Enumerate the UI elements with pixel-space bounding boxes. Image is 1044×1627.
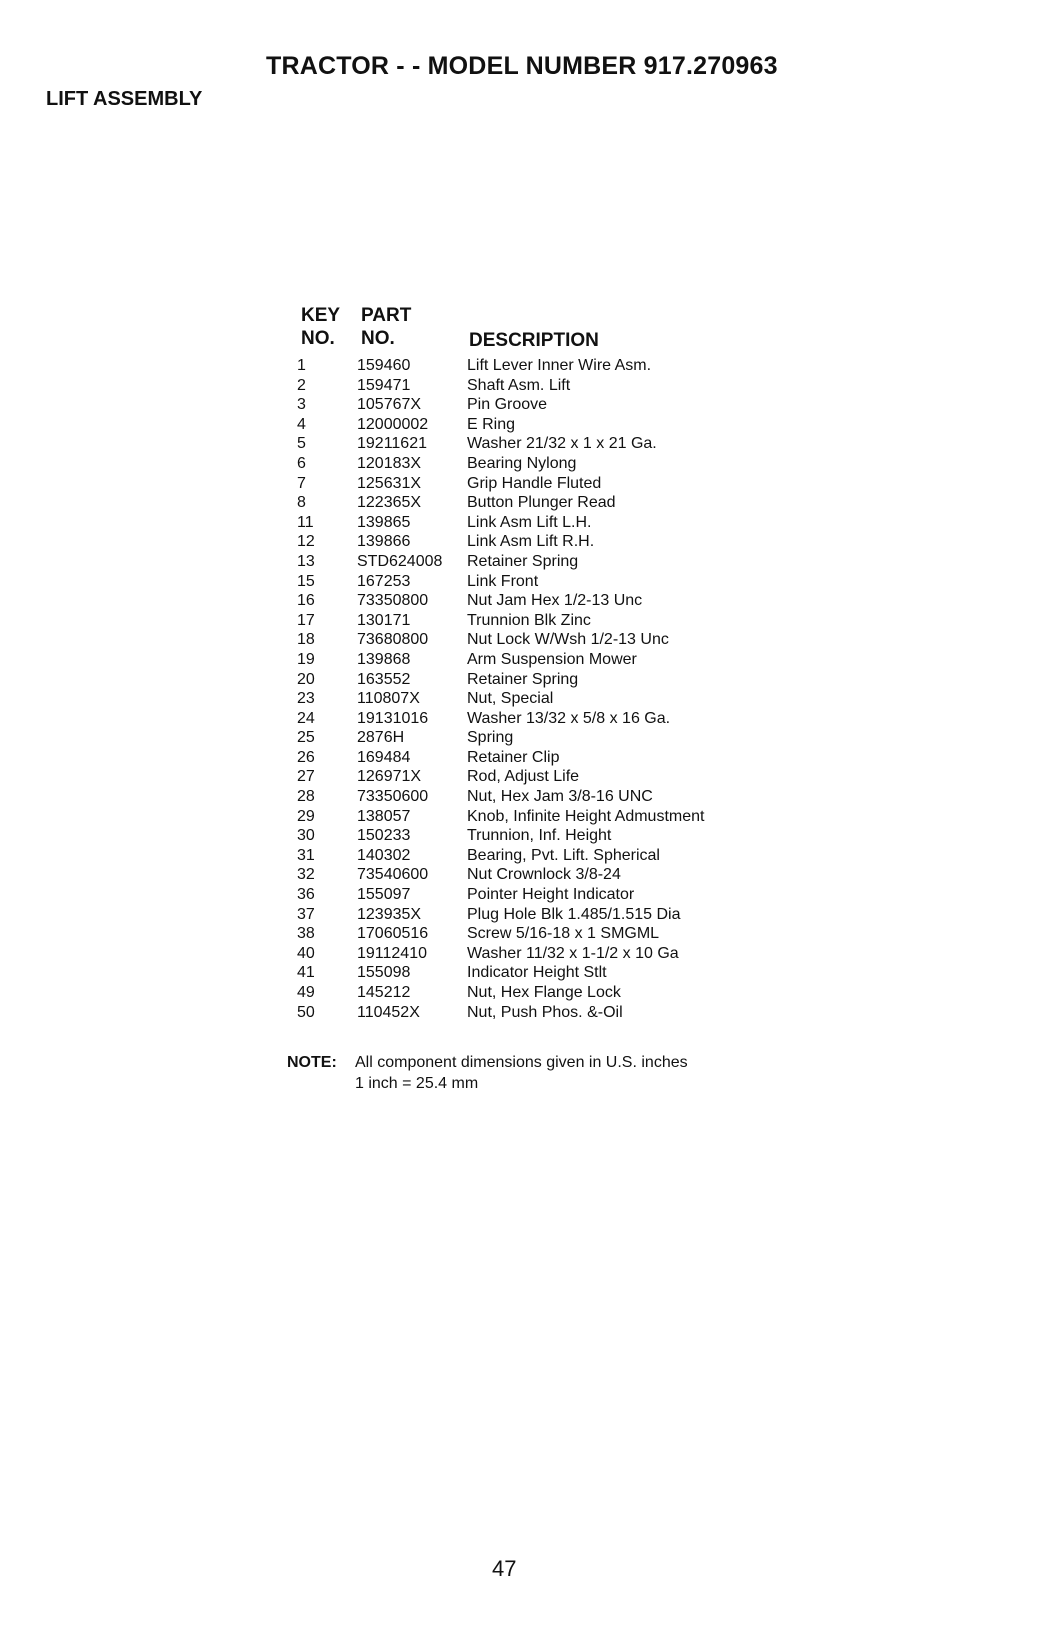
part-description: Nut, Hex Jam 3/8-16 UNC: [467, 788, 653, 806]
table-row: [297, 905, 767, 925]
parts-list: [297, 356, 767, 1022]
part-number: 159460: [357, 357, 411, 374]
key-number: 41: [297, 964, 315, 982]
part-number: 139865: [357, 513, 411, 531]
note-line-1: All component dimensions given in U.S. inches: [355, 1054, 688, 1071]
table-row: [297, 611, 767, 631]
part-description: Pointer Height Indicator: [467, 886, 635, 904]
table-row: [297, 885, 767, 905]
part-description: Pin Groove: [467, 396, 548, 414]
note-label: NOTE:: [287, 1054, 337, 1071]
part-number: 73540600: [357, 866, 429, 884]
key-number: 15: [297, 572, 315, 590]
table-row: [297, 591, 767, 611]
part-description: Lift Lever Inner Wire Asm.: [467, 357, 652, 374]
key-number: 26: [297, 748, 315, 766]
key-number: 40: [297, 944, 315, 962]
part-number: 73350800: [357, 592, 429, 610]
table-row: [297, 826, 767, 846]
key-number: 29: [297, 807, 315, 825]
part-number: 163552: [357, 670, 411, 688]
key-number: 25: [297, 729, 315, 747]
key-number: 37: [297, 905, 315, 923]
key-number: 4: [297, 415, 306, 433]
part-number: 126971X: [357, 768, 422, 786]
key-number: 12: [297, 533, 315, 551]
column-header-part-line2: NO.: [361, 328, 395, 349]
part-number: 150233: [357, 827, 411, 845]
table-row: [297, 572, 767, 592]
table-row: [297, 650, 767, 670]
key-number: 31: [297, 846, 315, 864]
table-row: [297, 532, 767, 552]
table-row: [297, 846, 767, 866]
part-number: 19211621: [357, 435, 427, 453]
table-row: [297, 689, 767, 709]
part-description: Link Front: [467, 572, 539, 590]
part-number: 138057: [357, 807, 411, 825]
part-description: Bearing, Pvt. Lift. Spherical: [467, 846, 660, 864]
note: [287, 1053, 688, 1092]
table-row: [297, 376, 767, 396]
table-row: [297, 395, 767, 415]
table-row: [297, 513, 767, 533]
key-number: 38: [297, 925, 315, 943]
key-number: 19: [297, 650, 315, 668]
part-number: 105767X: [357, 396, 422, 414]
part-number: 130171: [357, 611, 411, 629]
table-row: [297, 728, 767, 748]
key-number: 1: [297, 357, 306, 374]
key-number: 36: [297, 886, 315, 904]
table-row: [297, 474, 767, 494]
table-row: [297, 944, 767, 964]
page-title: TRACTOR - - MODEL NUMBER 917.270963: [266, 52, 778, 80]
table-row: [297, 924, 767, 944]
part-number: 110452X: [357, 1003, 420, 1021]
part-description: Trunnion Blk Zinc: [467, 611, 591, 629]
part-description: Link Asm Lift R.H.: [467, 533, 595, 551]
part-description: Nut, Push Phos. &-Oil: [467, 1003, 623, 1021]
part-description: Rod, Adjust Life: [467, 768, 580, 786]
table-row: [297, 630, 767, 650]
table-row: [297, 865, 767, 885]
key-number: 5: [297, 435, 306, 453]
part-description: Shaft Asm. Lift: [467, 376, 571, 394]
part-number: 139866: [357, 533, 411, 551]
part-number: 123935X: [357, 905, 422, 923]
table-row: [297, 670, 767, 690]
part-description: Nut Jam Hex 1/2-13 Unc: [467, 592, 643, 610]
part-description: Retainer Clip: [467, 748, 560, 766]
part-number: 120183X: [357, 454, 422, 472]
part-description: Washer 13/32 x 5/8 x 16 Ga.: [467, 709, 671, 727]
key-number: 18: [297, 631, 315, 649]
column-header-description: DESCRIPTION: [469, 330, 599, 351]
key-number: 3: [297, 396, 306, 414]
table-row: [297, 709, 767, 729]
key-number: 28: [297, 788, 315, 806]
part-description: Nut, Special: [467, 690, 554, 708]
column-header-key-line1: KEY: [301, 305, 341, 326]
part-number: 110807X: [357, 690, 420, 708]
key-number: 11: [297, 513, 314, 531]
key-number: 20: [297, 670, 315, 688]
table-row: [297, 983, 767, 1003]
part-description: Plug Hole Blk 1.485/1.515 Dia: [467, 905, 681, 923]
table-row: [297, 767, 767, 787]
part-description: Button Plunger Read: [467, 494, 616, 512]
part-description: Indicator Height Stlt: [467, 964, 607, 982]
key-number: 7: [297, 474, 306, 492]
part-description: Knob, Infinite Height Admustment: [467, 807, 705, 825]
part-description: Grip Handle Fluted: [467, 474, 602, 492]
part-description: Washer 21/32 x 1 x 21 Ga.: [467, 435, 657, 453]
key-number: 6: [297, 454, 306, 472]
table-row: [297, 787, 767, 807]
part-number: 159471: [357, 376, 411, 394]
table-row: [297, 493, 767, 513]
key-number: 27: [297, 768, 315, 786]
key-number: 50: [297, 1003, 315, 1021]
key-number: 8: [297, 494, 306, 512]
part-number: 73680800: [357, 631, 429, 649]
part-description: Screw 5/16-18 x 1 SMGML: [467, 925, 660, 943]
part-description: Bearing Nylong: [467, 454, 577, 472]
key-number: 24: [297, 709, 315, 727]
table-row: [297, 434, 767, 454]
table-row: [297, 454, 767, 474]
part-number: 73350600: [357, 788, 429, 806]
note-line-2: 1 inch = 25.4 mm: [355, 1075, 479, 1092]
part-number: 19112410: [357, 944, 427, 962]
section-title: LIFT ASSEMBLY: [46, 88, 203, 110]
part-description: Washer 11/32 x 1-1/2 x 10 Ga: [467, 944, 679, 962]
part-description: Spring: [467, 729, 514, 747]
key-number: 16: [297, 592, 315, 610]
part-description: Arm Suspension Mower: [467, 650, 637, 668]
key-number: 49: [297, 984, 315, 1001]
part-description: Trunnion, Inf. Height: [467, 827, 612, 845]
part-number: 17060516: [357, 925, 429, 943]
part-number: 2876H: [357, 729, 405, 747]
part-description: Nut Crownlock 3/8-24: [467, 866, 621, 884]
part-description: Retainer Spring: [467, 670, 579, 688]
part-number: 155098: [357, 964, 411, 982]
part-number: 139868: [357, 650, 411, 668]
key-number: 23: [297, 690, 315, 708]
table-row: [297, 415, 767, 435]
part-number: STD624008: [357, 552, 443, 570]
part-number: 122365X: [357, 494, 422, 512]
part-number: 167253: [357, 572, 411, 590]
table-row: [297, 963, 767, 983]
key-number: 32: [297, 866, 315, 884]
page-number: 47: [492, 1556, 517, 1581]
part-description: Nut Lock W/Wsh 1/2-13 Unc: [467, 631, 669, 649]
key-number: 30: [297, 827, 315, 845]
part-description: Nut, Hex Flange Lock: [467, 984, 621, 1001]
part-description: E Ring: [467, 415, 516, 433]
part-number: 140302: [357, 846, 411, 864]
part-number: 169484: [357, 748, 411, 766]
table-row: [297, 748, 767, 768]
part-number: 155097: [357, 886, 411, 904]
part-description: Link Asm Lift L.H.: [467, 513, 592, 531]
part-number: 125631X: [357, 474, 422, 492]
key-number: 13: [297, 552, 315, 570]
part-description: Retainer Spring: [467, 552, 579, 570]
key-number: 17: [297, 611, 315, 629]
table-row: [297, 1003, 767, 1023]
table-row: [297, 552, 767, 572]
table-row: [297, 807, 767, 827]
column-header-part-line1: PART: [361, 305, 412, 326]
key-number: 2: [297, 376, 306, 394]
part-number: 19131016: [357, 709, 429, 727]
part-number: 12000002: [357, 415, 429, 433]
part-number: 145212: [357, 984, 411, 1001]
column-header-key-line2: NO.: [301, 328, 335, 349]
table-row: [297, 356, 767, 376]
